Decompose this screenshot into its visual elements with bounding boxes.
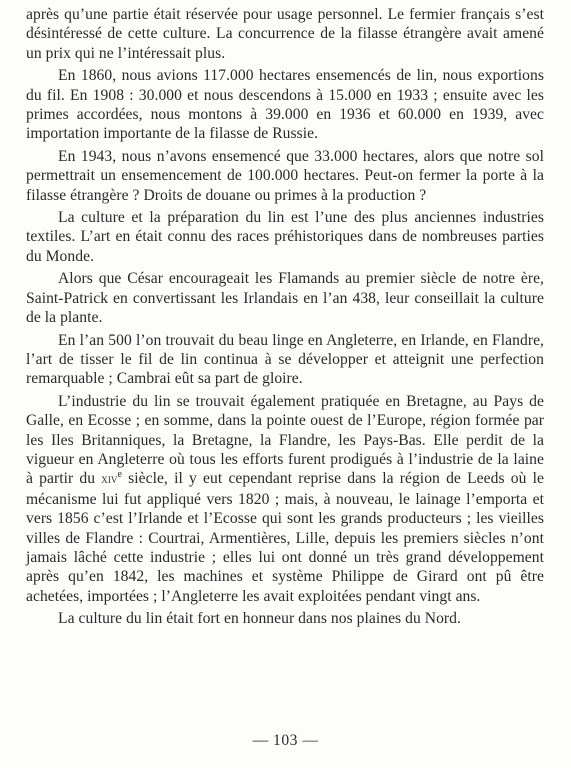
- paragraph-3: En 1943, nous n’avons ensemencé que 33.000 hectares, alors que notre sol permettrait un ensemencement de 100.000 hectares. Peut-on fermer la porte à la filasse étrangère ? Droits de douane ou primes à la production ?: [26, 147, 544, 204]
- page-body: [26, 5, 544, 629]
- page-number: — 103 —: [252, 732, 319, 749]
- paragraph-7: [26, 392, 544, 606]
- century-suffix: e: [117, 469, 122, 481]
- paragraph-4: La culture et la préparation du lin est l’une des plus anciennes industries textiles. L’art en était connu des races préhistoriques dans de nombreuses parties du Monde.: [26, 209, 544, 265]
- century-numeral: xiv: [101, 472, 118, 487]
- paragraph-7-text-after: siècle, il y eut cependant reprise dans la région de Leeds où le mécanisme lui fut appliqué vers 1820 ; mais, à nouveau, le lainage l’emporta et vers 1856 c’est l’Irlande et l’Ecosse qui sont les grands producteurs ; les vieilles villes de Flandre : Courtrai, Armentières, Lille, depuis les premiers siècles n’ont jamais lâché cette industrie ; elles lui ont donné un très grand développement après qu’en 1842, les machines et système Philippe de Girard ont pû être achetées, importées ; l’Angleterre les avait exploitées pendant vingt ans.: [26, 470, 544, 605]
- paragraph-2: En 1860, nous avions 117.000 hectares ensemencés de lin, nous exportions du fil. En 1908 : 30.000 et nous descendons à 15.000 en 1933 ; ensuite avec les primes accordées, nous montons à 39.000 en 1936 et 60.000 en 1939, avec importation importante de la filasse de Russie.: [26, 67, 544, 143]
- paragraph-5: Alors que César encourageait les Flamands au premier siècle de notre ère, Saint-Patrick en convertissant les Irlandais en l’an 438, leur conseillait la culture de la plante.: [26, 270, 544, 327]
- paragraph-1: après qu’une partie était réservée pour usage personnel. Le fermier français s’est désintéressé de cette culture. La concurrence de la filasse étrangère avait amené un prix qui ne l’intéressait plus.: [26, 6, 544, 62]
- paragraph-6: En l’an 500 l’on trouvait du beau linge en Angleterre, en Irlande, en Flandre, l’art de tisser le fil de lin continua à se développer et atteignit une perfection remarquable ; Cambrai eût sa part de gloire.: [26, 331, 544, 388]
- paragraph-7-text-before: L’industrie du lin se trouvait également pratiquée en Bretagne, au Pays de Galle, en Ecosse ; en somme, dans la pointe ouest de l’Europe, région formée par les Iles Britanniques, la Bretagne, la Flandre, les Pays-Bas. Elle perdit de la vigueur en Angleterre où tous les efforts furent prodigués à l’industrie de la laine à partir du: [26, 392, 544, 488]
- paragraph-8: La culture du lin était fort en honneur dans nos plaines du Nord.: [58, 610, 461, 628]
